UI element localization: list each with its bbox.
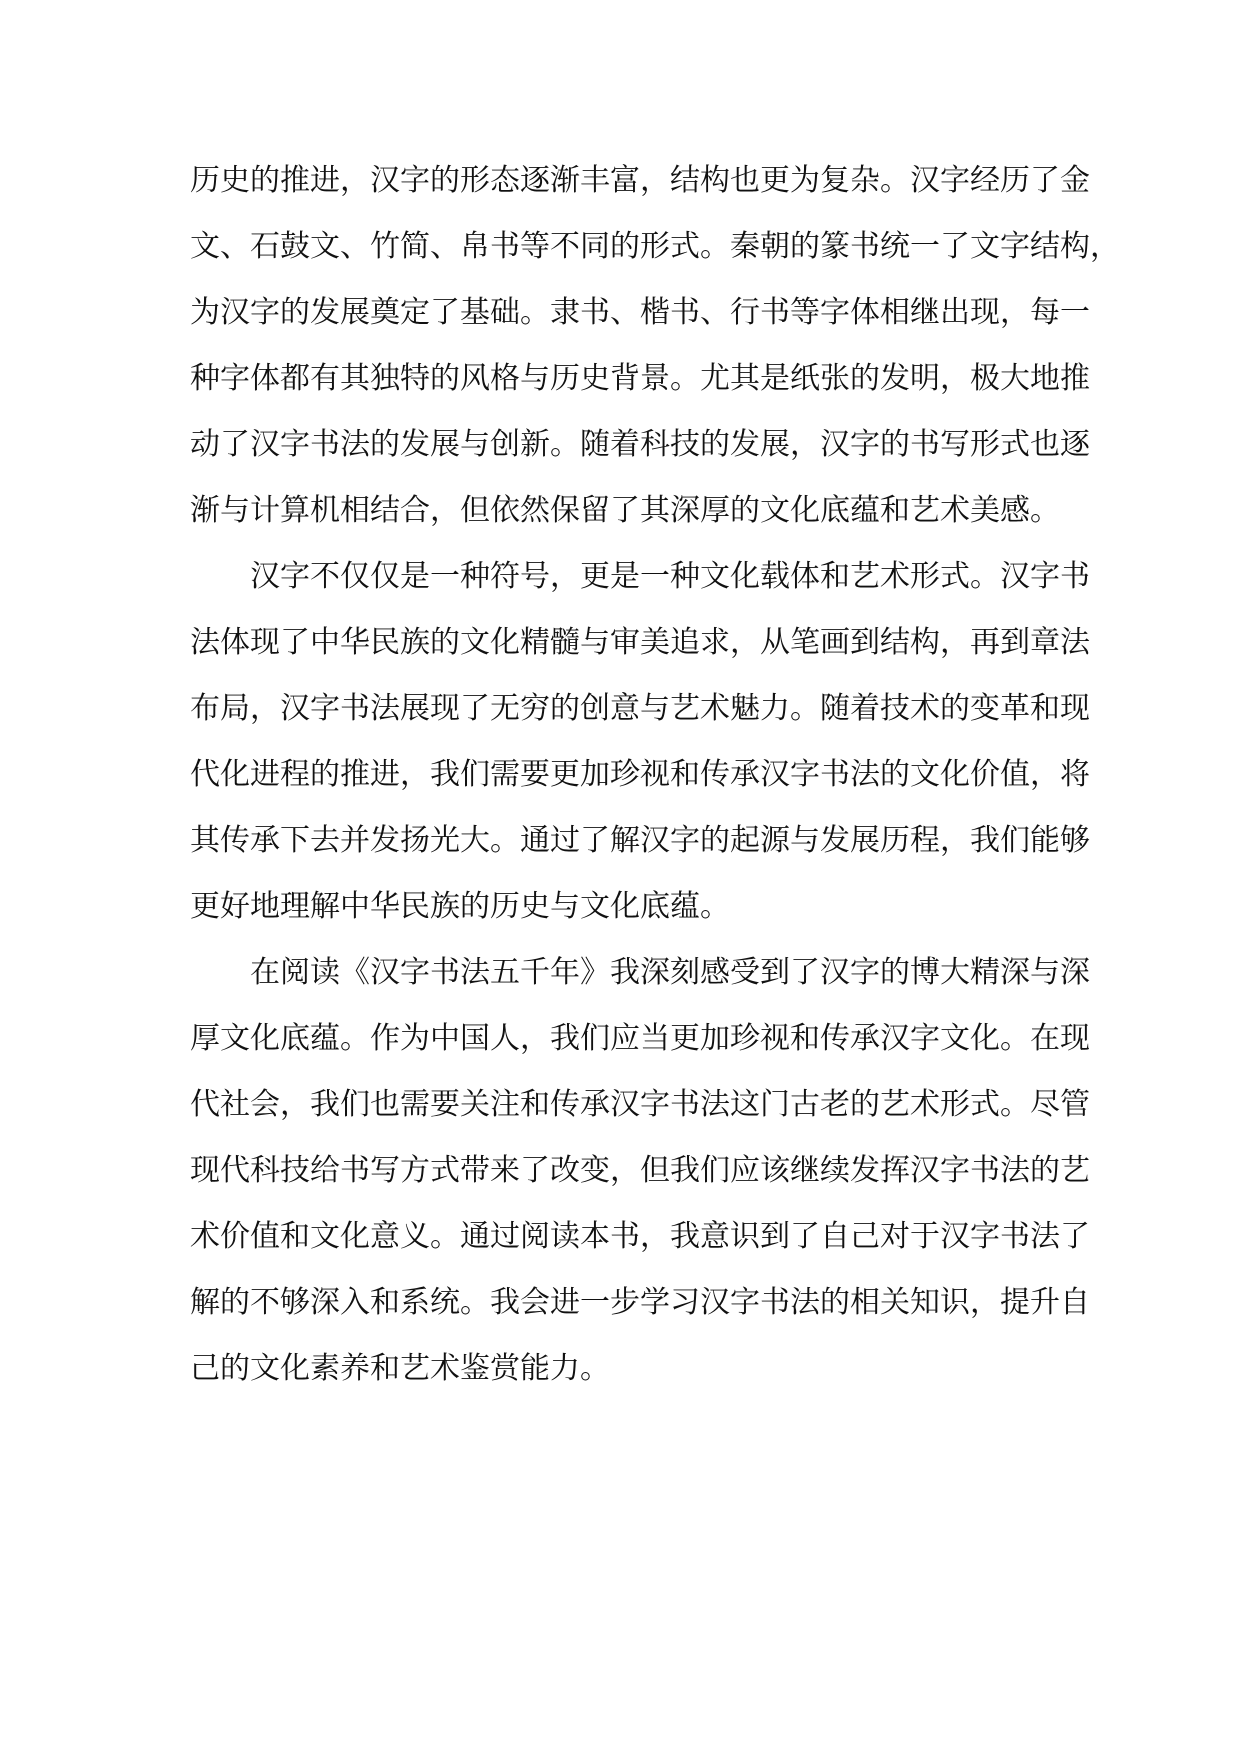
text-line: 法体现了中华民族的文化精髓与审美追求，从笔画到结构，再到章法: [190, 625, 1090, 660]
text-line: 己的文化素养和艺术鉴赏能力。: [190, 1351, 610, 1386]
text-line: 术价值和文化意义。通过阅读本书，我意识到了自己对于汉字书法了: [190, 1219, 1090, 1254]
text-line: 历史的推进，汉字的形态逐渐丰富，结构也更为复杂。汉字经历了金: [190, 163, 1090, 198]
paragraph-1: [190, 148, 1120, 544]
text-line: 为汉字的发展奠定了基础。隶书、楷书、行书等字体相继出现，每一: [190, 295, 1090, 330]
text-line: 厚文化底蕴。作为中国人，我们应当更加珍视和传承汉字文化。在现: [190, 1021, 1090, 1056]
paragraph-2: [190, 544, 1090, 940]
text-line: 渐与计算机相结合，但依然保留了其深厚的文化底蕴和艺术美感。: [190, 493, 1060, 528]
text-line: 现代科技给书写方式带来了改变，但我们应该继续发挥汉字书法的艺: [190, 1153, 1090, 1188]
paragraph-3: [190, 940, 1090, 1402]
text-line: 文、石鼓文、竹简、帛书等不同的形式。秦朝的篆书统一了文字结构，: [190, 229, 1120, 264]
text-line: 在阅读《汉字书法五千年》我深刻感受到了汉字的博大精深与深: [250, 955, 1090, 990]
text-line: 代社会，我们也需要关注和传承汉字书法这门古老的艺术形式。尽管: [190, 1087, 1090, 1122]
text-line: 解的不够深入和系统。我会进一步学习汉字书法的相关知识，提升自: [190, 1285, 1090, 1320]
text-line: 其传承下去并发扬光大。通过了解汉字的起源与发展历程，我们能够: [190, 823, 1090, 858]
text-line: 汉字不仅仅是一种符号，更是一种文化载体和艺术形式。汉字书: [250, 559, 1090, 594]
text-line: 布局，汉字书法展现了无穷的创意与艺术魅力。随着技术的变革和现: [190, 691, 1090, 726]
text-line: 种字体都有其独特的风格与历史背景。尤其是纸张的发明，极大地推: [190, 361, 1090, 396]
text-line: 代化进程的推进，我们需要更加珍视和传承汉字书法的文化价值，将: [190, 757, 1090, 792]
text-body: [190, 148, 1120, 1402]
text-line: 动了汉字书法的发展与创新。随着科技的发展，汉字的书写形式也逐: [190, 427, 1090, 462]
text-line: 更好地理解中华民族的历史与文化底蕴。: [190, 889, 730, 924]
